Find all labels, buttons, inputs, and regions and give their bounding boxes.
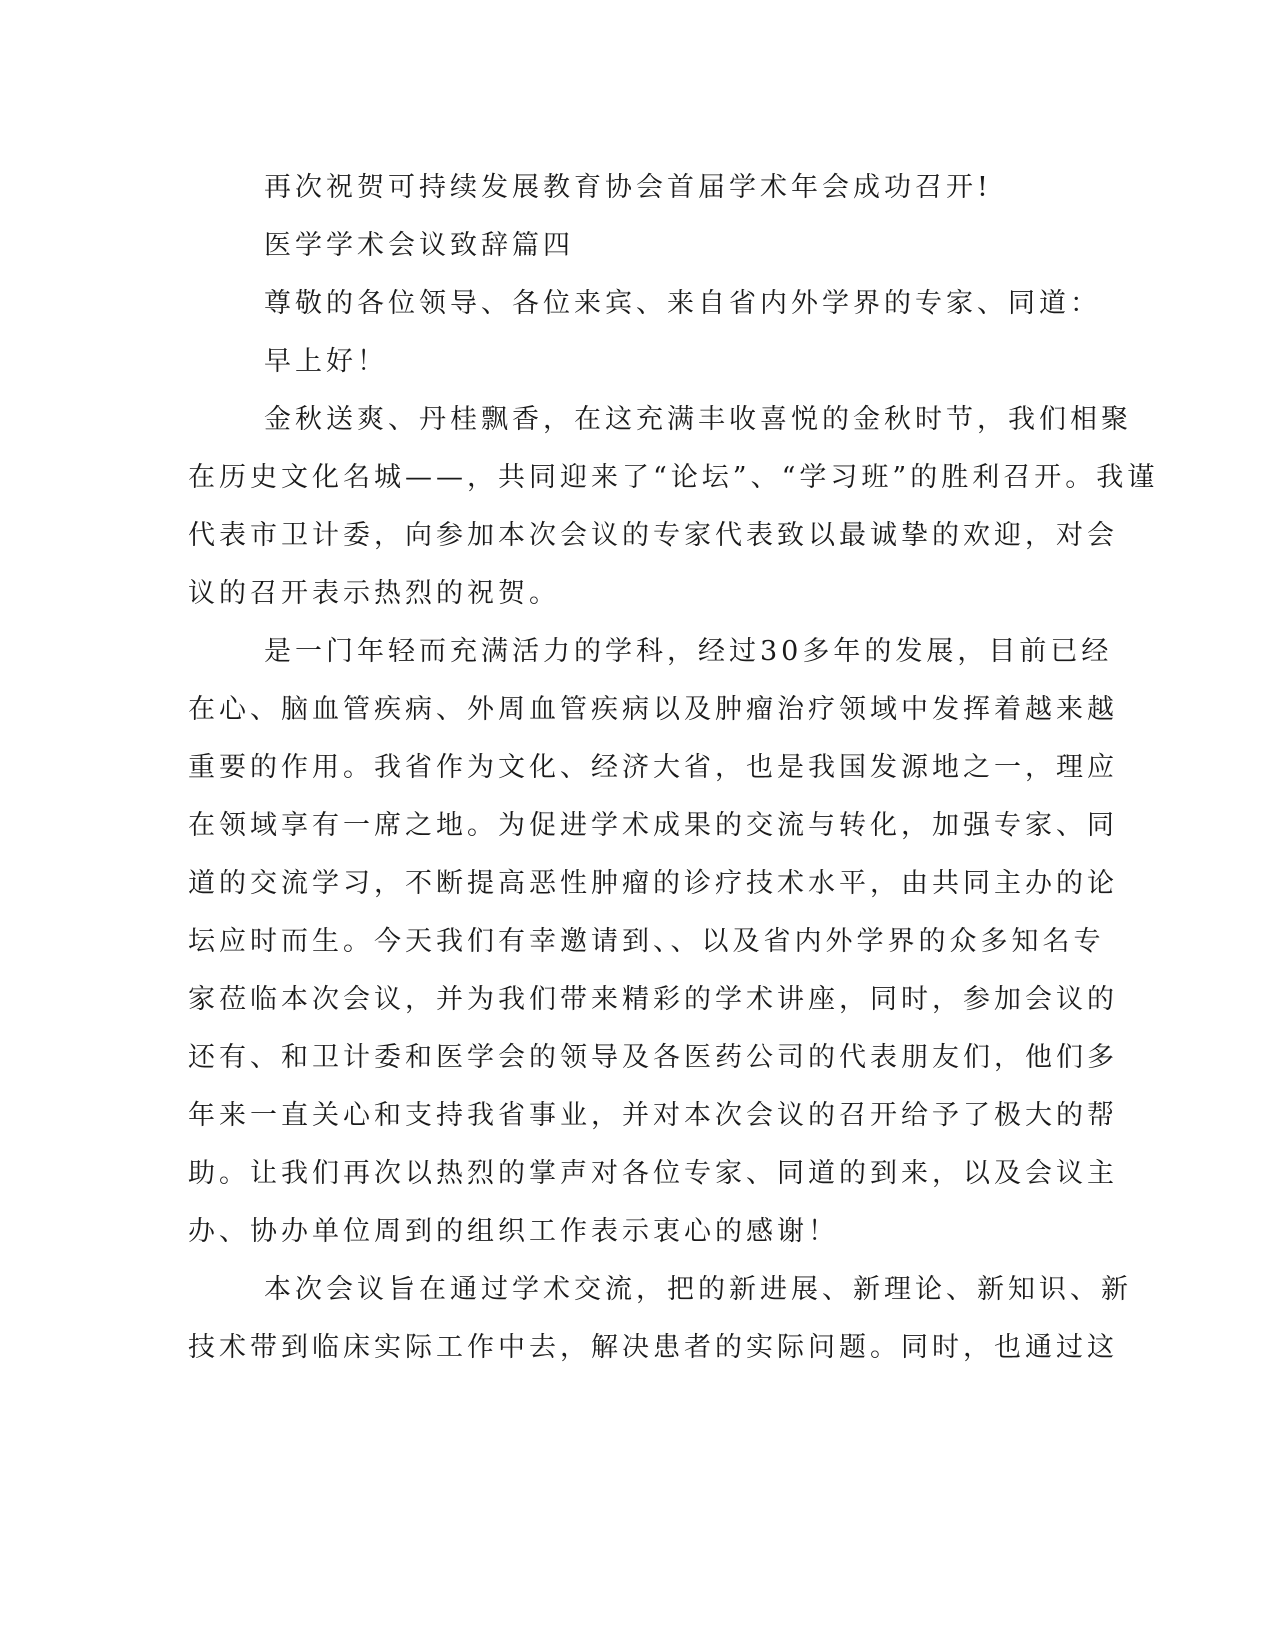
paragraph-line: 助。让我们再次以热烈的掌声对各位专家、同道的到来，以及会议主	[188, 1158, 1118, 1189]
paragraph-line: 是一门年轻而充满活力的学科，经过30多年的发展，目前已经	[264, 636, 1113, 667]
paragraph-line: 在心、脑血管疾病、外周血管疾病以及肿瘤治疗领域中发挥着越来越	[188, 694, 1118, 725]
paragraph-line: 在历史文化名城——，共同迎来了“论坛”、“学习班”的胜利召开。我谨	[188, 462, 1159, 493]
paragraph-line: 本次会议旨在通过学术交流，把的新进展、新理论、新知识、新	[264, 1274, 1132, 1305]
greeting-line: 早上好！	[264, 346, 388, 377]
paragraph-line: 坛应时而生。今天我们有幸邀请到、、以及省内外学界的众多知名专	[188, 926, 1105, 957]
section-heading: 医学学术会议致辞篇四	[264, 230, 574, 261]
paragraph-line: 还有、和卫计委和医学会的领导及各医药公司的代表朋友们，他们多	[188, 1042, 1118, 1073]
paragraph-line: 在领域享有一席之地。为促进学术成果的交流与转化，加强专家、同	[188, 810, 1118, 841]
paragraph-line: 代表市卫计委，向参加本次会议的专家代表致以最诚挚的欢迎，对会	[188, 520, 1118, 551]
paragraph-line: 议的召开表示热烈的祝贺。	[188, 578, 560, 609]
paragraph-line: 年来一直关心和支持我省事业，并对本次会议的召开给予了极大的帮	[188, 1100, 1118, 1131]
paragraph-line: 技术带到临床实际工作中去，解决患者的实际问题。同时，也通过这	[188, 1332, 1118, 1363]
paragraph-line: 重要的作用。我省作为文化、经济大省，也是我国发源地之一，理应	[188, 752, 1118, 783]
closing-congratulation-line: 再次祝贺可持续发展教育协会首届学术年会成功召开!	[264, 172, 992, 203]
paragraph-line: 道的交流学习，不断提高恶性肿瘤的诊疗技术水平，由共同主办的论	[188, 868, 1118, 899]
salutation-line: 尊敬的各位领导、各位来宾、来自省内外学界的专家、同道：	[264, 288, 1101, 319]
paragraph-line: 家莅临本次会议，并为我们带来精彩的学术讲座，同时，参加会议的	[188, 984, 1118, 1015]
paragraph-line: 办、协办单位周到的组织工作表示衷心的感谢！	[188, 1216, 839, 1247]
paragraph-line: 金秋送爽、丹桂飘香，在这充满丰收喜悦的金秋时节，我们相聚	[264, 404, 1132, 435]
